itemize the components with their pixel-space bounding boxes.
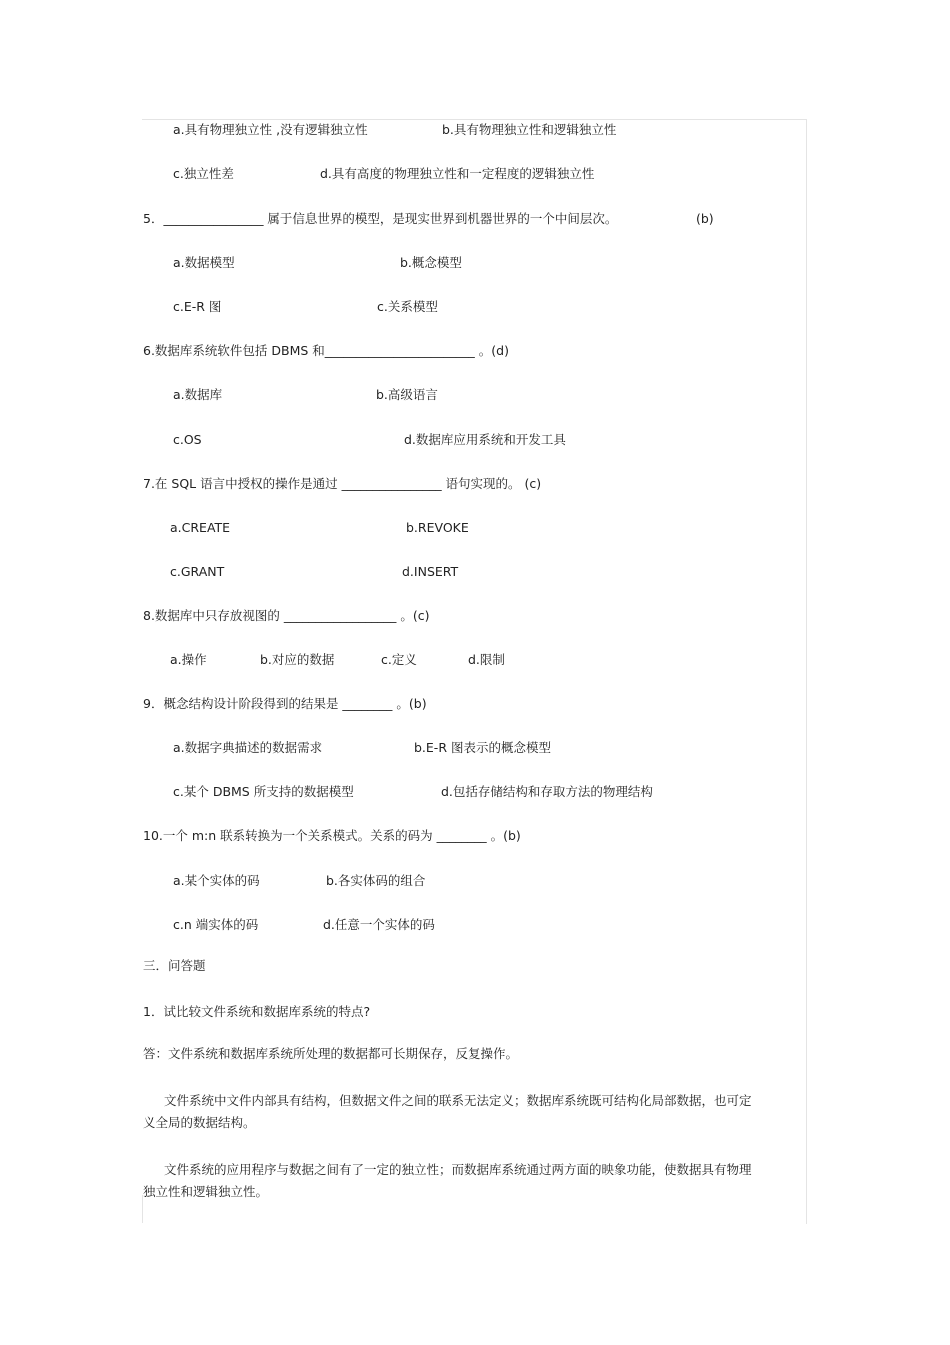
q5-answer: (b)	[696, 211, 714, 226]
q6-option-b: b.高级语言	[376, 387, 438, 402]
q8-stem: 8.数据库中只存放视图的 __________________ 。(c)	[143, 608, 430, 623]
answer-line: 答：文件系统和数据库系统所处理的数据都可长期保存，反复操作。	[143, 1046, 519, 1061]
q7-option-b: b.REVOKE	[406, 520, 469, 535]
q10-option-c: c.n 端实体的码	[173, 917, 259, 932]
answer-paragraph-2: 文件系统的应用程序与数据之间有了一定的独立性；而数据库系统通过两方面的映象功能，使数据具有物理独立性和逻辑独立性。	[143, 1162, 752, 1199]
q6-option-c: c.OS	[173, 432, 202, 447]
q10-option-b: b.各实体码的组合	[326, 873, 426, 888]
q6-option-a: a.数据库	[173, 387, 223, 402]
q7-option-a: a.CREATE	[170, 520, 231, 535]
q10-stem: 10.一个 m:n 联系转换为一个关系模式。关系的码为 ________ 。(b)	[143, 828, 521, 843]
q7-stem: 7.在 SQL 语言中授权的操作是通过 ________________ 语句实现的。 (c)	[143, 476, 542, 491]
q5-option-a: a.数据模型	[173, 255, 235, 270]
q7-option-c: c.GRANT	[170, 564, 225, 579]
q10-option-a: a.某个实体的码	[173, 873, 260, 888]
q4-option-d: d.具有高度的物理独立性和一定程度的逻辑独立性	[320, 166, 595, 181]
q6-stem: 6.数据库系统软件包括 DBMS 和________________________ 。(d)	[143, 343, 509, 358]
q6-option-d: d.数据库应用系统和开发工具	[404, 432, 566, 447]
q9-option-c: c.某个 DBMS 所支持的数据模型	[173, 784, 354, 799]
q8-option-d: d.限制	[468, 652, 505, 667]
q4-option-b: b.具有物理独立性和逻辑独立性	[442, 122, 617, 137]
q4-option-c: c.独立性差	[173, 166, 234, 181]
q10-option-d: d.任意一个实体的码	[323, 917, 435, 932]
q5-option-c: c.E-R 图	[173, 299, 222, 314]
q7-option-d: d.INSERT	[402, 564, 459, 579]
q9-option-d: d.包括存储结构和存取方法的物理结构	[441, 784, 653, 799]
q9-option-b: b.E-R 图表示的概念模型	[414, 740, 551, 755]
q4-option-a: a.具有物理独立性 ,没有逻辑独立性	[173, 122, 368, 137]
q5-option-d: c.关系模型	[377, 299, 438, 314]
q5-option-b: b.概念模型	[400, 255, 462, 270]
q9-stem: 9．概念结构设计阶段得到的结果是 ________ 。(b)	[143, 696, 427, 711]
q9-option-a: a.数据字典描述的数据需求	[173, 740, 323, 755]
q8-option-b: b.对应的数据	[260, 652, 335, 667]
section-heading: 三．问答题	[143, 958, 206, 973]
q8-option-a: a.操作	[170, 652, 207, 667]
essay-question-1: 1．试比较文件系统和数据库系统的特点?	[143, 1004, 371, 1019]
answer-paragraph-1: 文件系统中文件内部具有结构，但数据文件之间的联系无法定义；数据库系统既可结构化局部数据，也可定义全局的数据结构。	[143, 1093, 752, 1130]
q5-stem: 5．________________ 属于信息世界的模型，是现实世界到机器世界的一个中间层次。	[143, 211, 618, 226]
q8-option-c: c.定义	[381, 652, 417, 667]
